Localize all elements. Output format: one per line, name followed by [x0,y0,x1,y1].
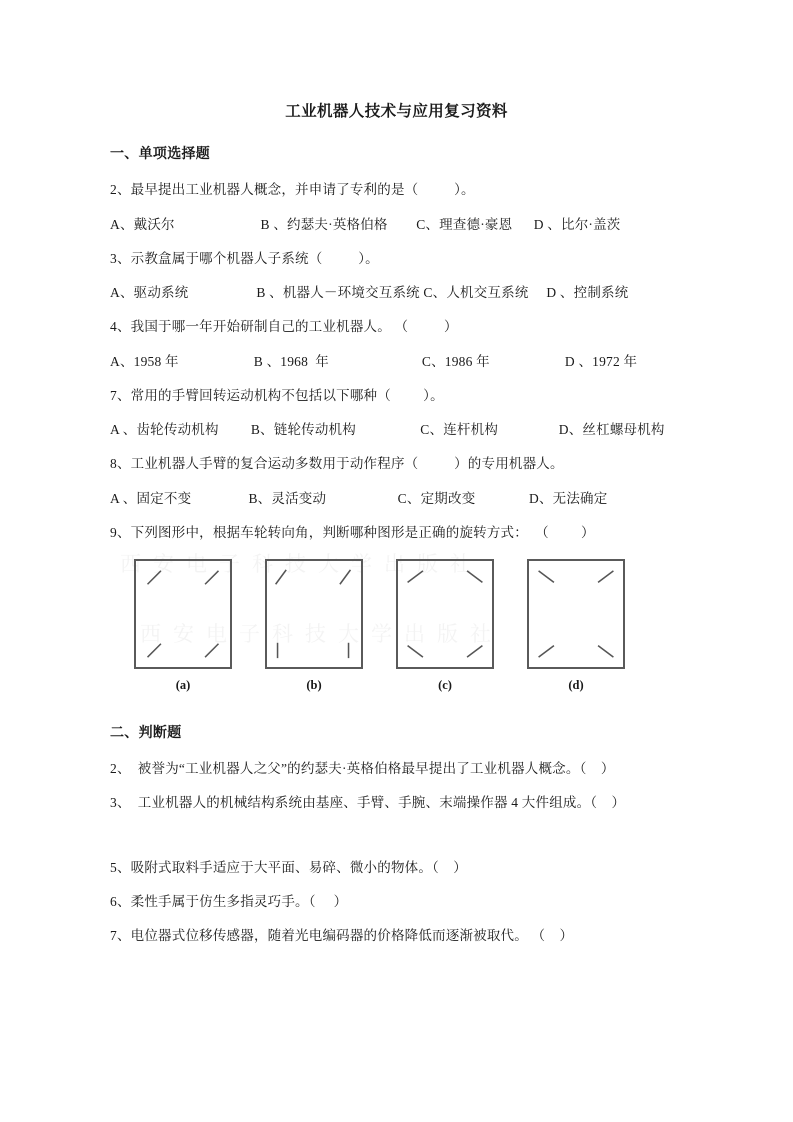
section-heading-true-false: 二、判断题 [110,726,182,741]
document-content [110,100,683,960]
watermark-text: 西安电子科技大学出版社 [140,622,503,646]
figure-a [134,559,232,693]
figure-b-label: (b) [306,678,322,692]
figure-a-label: (a) [175,678,191,692]
question-stem: 2、 被誉为“工业机器人之父”的约瑟夫·英格伯格最早提出了工业机器人概念。（ ） [110,761,615,776]
section-gap [110,707,683,723]
figure-b [265,559,363,693]
question-stem: 6、柔性手属于仿生多指灵巧手。（ ） [110,893,348,909]
question-stem: 3、 工业机器人的机械结构系统由基座、手臂、手腕、末端操作器 4 大件组成。（ ） [110,795,626,811]
figure-c [396,559,494,693]
figure-b-box [265,559,363,669]
figure-d [527,559,625,693]
figure-b-marks [267,561,361,667]
figure-row [110,559,683,699]
question-options: A 、齿轮传动机构 B、链轮传动机构 C、连杆机构 D、丝杠螺母机构 [110,422,665,437]
figure-d-box [527,559,625,669]
question-stem: 5、吸附式取料手适应于大平面、易碎、微小的物体。（ ） [110,859,467,875]
figure-c-box [396,559,494,669]
watermark-text: 西安电子科技大学出版社 [120,552,483,576]
page-title: 工业机器人技术与应用复习资料 [285,103,508,120]
question-stem: 9、下列图形中，根据车轮转向角，判断哪种图形是正确的旋转方式： （ ） [110,524,595,540]
question-stem: 7、电位器式位移传感器，随着光电编码器的价格降低而逐渐被取代。 （ ） [110,928,574,943]
question-stem: 2、最早提出工业机器人概念，并申请了专利的是（ ）。 [110,182,475,198]
question-options: A、驱动系统 B 、机器人－环境交互系统 C、人机交互系统 D 、控制系统 [110,285,629,300]
question-options: A 、固定不变 B、灵活变动 C、定期改变 D、无法确定 [110,490,608,506]
figure-a-marks [136,561,230,667]
blank-line [110,828,683,858]
figure-d-marks [529,561,623,667]
section-heading-single-choice: 一、单项选择题 [110,147,211,163]
question-stem: 8、工业机器人手臂的复合运动多数用于动作程序（ ）的专用机器人。 [110,456,564,472]
question-options: A、戴沃尔 B 、约瑟夫·英格伯格 C、理查德·豪恩 D 、比尔·盖茨 [110,216,621,232]
figure-c-label: (c) [438,678,452,692]
figure-c-marks [398,561,492,667]
figure-a-box [134,559,232,669]
question-stem: 7、常用的手臂回转运动机构不包括以下哪种（ ）。 [110,387,444,403]
figure-d-label: (d) [568,678,584,692]
question-stem: 3、示教盒属于哪个机器人子系统（ ）。 [110,250,379,266]
question-stem: 4、我国于哪一年开始研制自己的工业机器人。 （ ） [110,319,458,335]
question-options: A、1958 年 B 、1968 年 C、1986 年 D 、1972 年 [110,353,638,369]
